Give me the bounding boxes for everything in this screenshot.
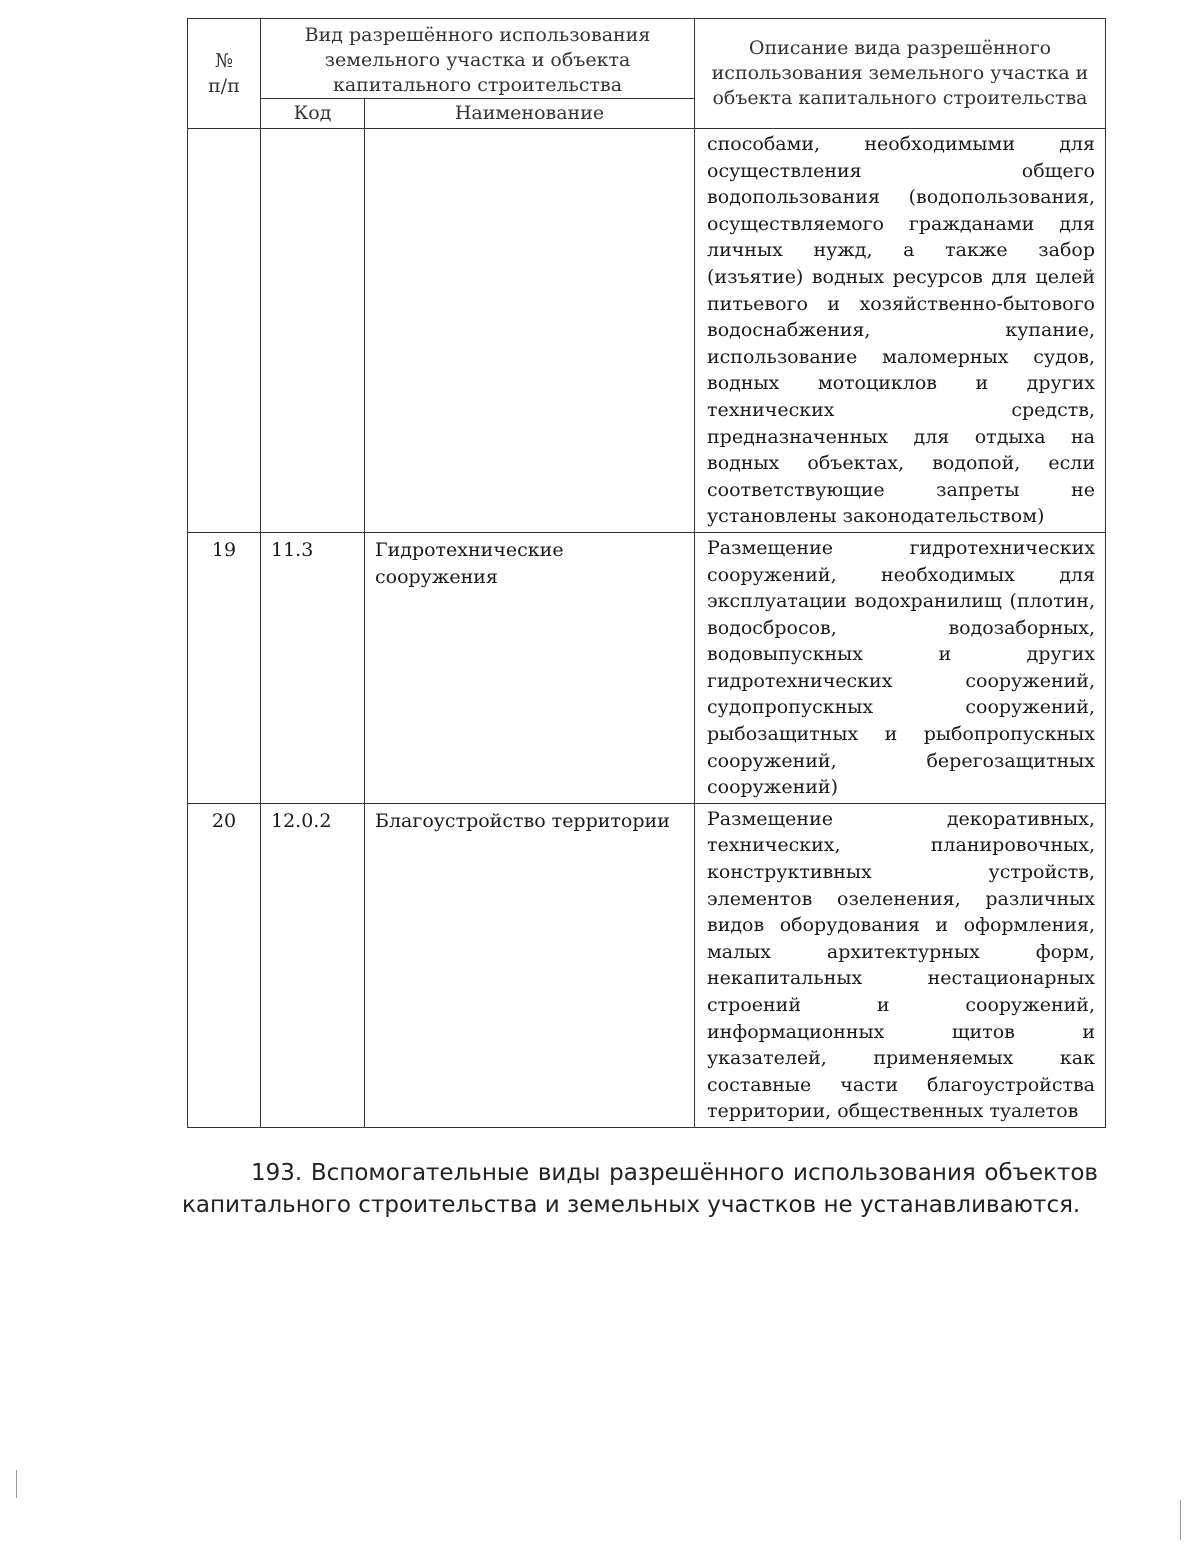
paragraph-193: 193. Вспомогательные виды разрешённого использования объектов капитального строительства и земельных участков не устанавливаются. [182,1160,1098,1218]
scan-margin-mark [1180,1500,1181,1540]
row-description: Размещение декоративных, технических, планировочных, конструктивных устройств, элементов озеленения, различных видов оборудования и оформления, малых архитектурных форм, некапитальных нестационарных строений и сооружений, информационных щитов и указателей, применяемых как составные части благоустройства территории, общественных туалетов [695,803,1106,1127]
row-num [188,129,261,533]
header-name: Наименование [365,99,695,129]
row-code: 12.0.2 [261,803,365,1127]
row-num: 20 [188,803,261,1127]
header-code: Код [261,99,365,129]
header-description: Описание вида разрешённого использования земельного участка и объекта капитального строительства [695,19,1106,129]
row-name [365,129,695,533]
header-kind: Вид разрешённого использования земельного участка и объекта капитального строительства [261,19,695,99]
table-row [188,532,1106,803]
scan-margin-mark [16,1470,17,1498]
row-description: способами, необходимыми для осуществления общего водопользования (водопользования, осуществляемого гражданами для личных нужд, а также забор (изъятие) водных ресурсов для целей питьевого и хозяйственно-бытового водоснабжения, купание, использование маломерных судов, водных мотоциклов и других технических средств, предназначенных для отдыха на водных объектах, водопой, если соответствующие запреты не установлены законодательством) [695,129,1106,533]
row-code: 11.3 [261,532,365,803]
table-row [188,129,1106,533]
row-description: Размещение гидротехнических сооружений, необходимых для эксплуатации водохранилищ (плотин, водосбросов, водозаборных, водовыпускных и других гидротехнических сооружений, судопропускных сооружений, рыбозащитных и рыбопропускных сооружений, берегозащитных сооружений) [695,532,1106,803]
row-num: 19 [188,532,261,803]
land-use-table [187,18,1106,1128]
header-num: № п/п [188,19,261,129]
table-row [188,803,1106,1127]
row-name: Благоустройство территории [365,803,695,1127]
table-header-row [188,19,1106,99]
row-code [261,129,365,533]
row-name: Гидротехнические сооружения [365,532,695,803]
